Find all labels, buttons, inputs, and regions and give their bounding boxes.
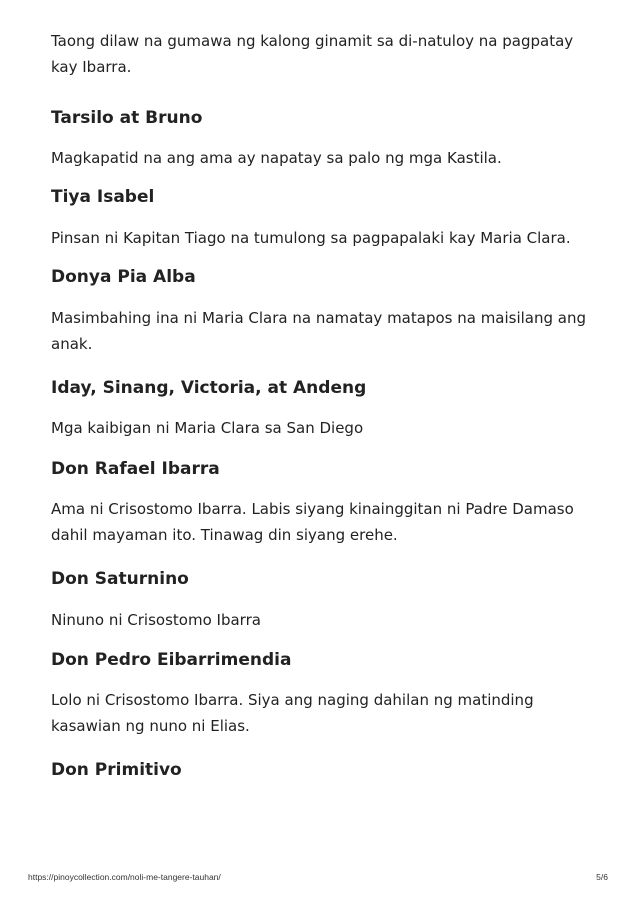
- character-description: Masimbahing ina ni Maria Clara na namatay matapos na maisilang ang anak.: [51, 309, 587, 353]
- character-description: Lolo ni Crisostomo Ibarra. Siya ang naging dahilan ng matinding kasawian ng nuno ni Elias.: [51, 691, 534, 735]
- character-description: Ninuno ni Crisostomo Ibarra: [51, 611, 261, 629]
- intro-paragraph: Taong dilaw na gumawa ng kalong ginamit sa di-natuloy na pagpatay kay Ibarra.: [51, 32, 574, 76]
- character-heading: Don Pedro Eibarrimendia: [51, 650, 292, 670]
- character-description: Pinsan ni Kapitan Tiago na tumulong sa pagpapalaki kay Maria Clara.: [51, 229, 571, 247]
- character-heading: Don Rafael Ibarra: [51, 459, 220, 479]
- character-heading: Don Primitivo: [51, 760, 182, 780]
- page-number: 5/6: [596, 872, 608, 882]
- character-description: Ama ni Crisostomo Ibarra. Labis siyang kinainggitan ni Padre Damaso dahil mayaman ito. Tinawag din siyang erehe.: [51, 500, 574, 544]
- character-description: Magkapatid na ang ama ay napatay sa palo ng mga Kastila.: [51, 149, 502, 167]
- character-heading: Donya Pia Alba: [51, 267, 196, 287]
- character-heading: Tiya Isabel: [51, 187, 155, 207]
- character-heading: Don Saturnino: [51, 569, 189, 589]
- character-heading: Iday, Sinang, Victoria, at Andeng: [51, 378, 367, 398]
- character-heading: Tarsilo at Bruno: [51, 108, 203, 128]
- page-content: [51, 28, 596, 782]
- character-description: Mga kaibigan ni Maria Clara sa San Diego: [51, 419, 364, 437]
- source-url[interactable]: https://pinoycollection.com/noli-me-tangere-tauhan/: [28, 872, 221, 882]
